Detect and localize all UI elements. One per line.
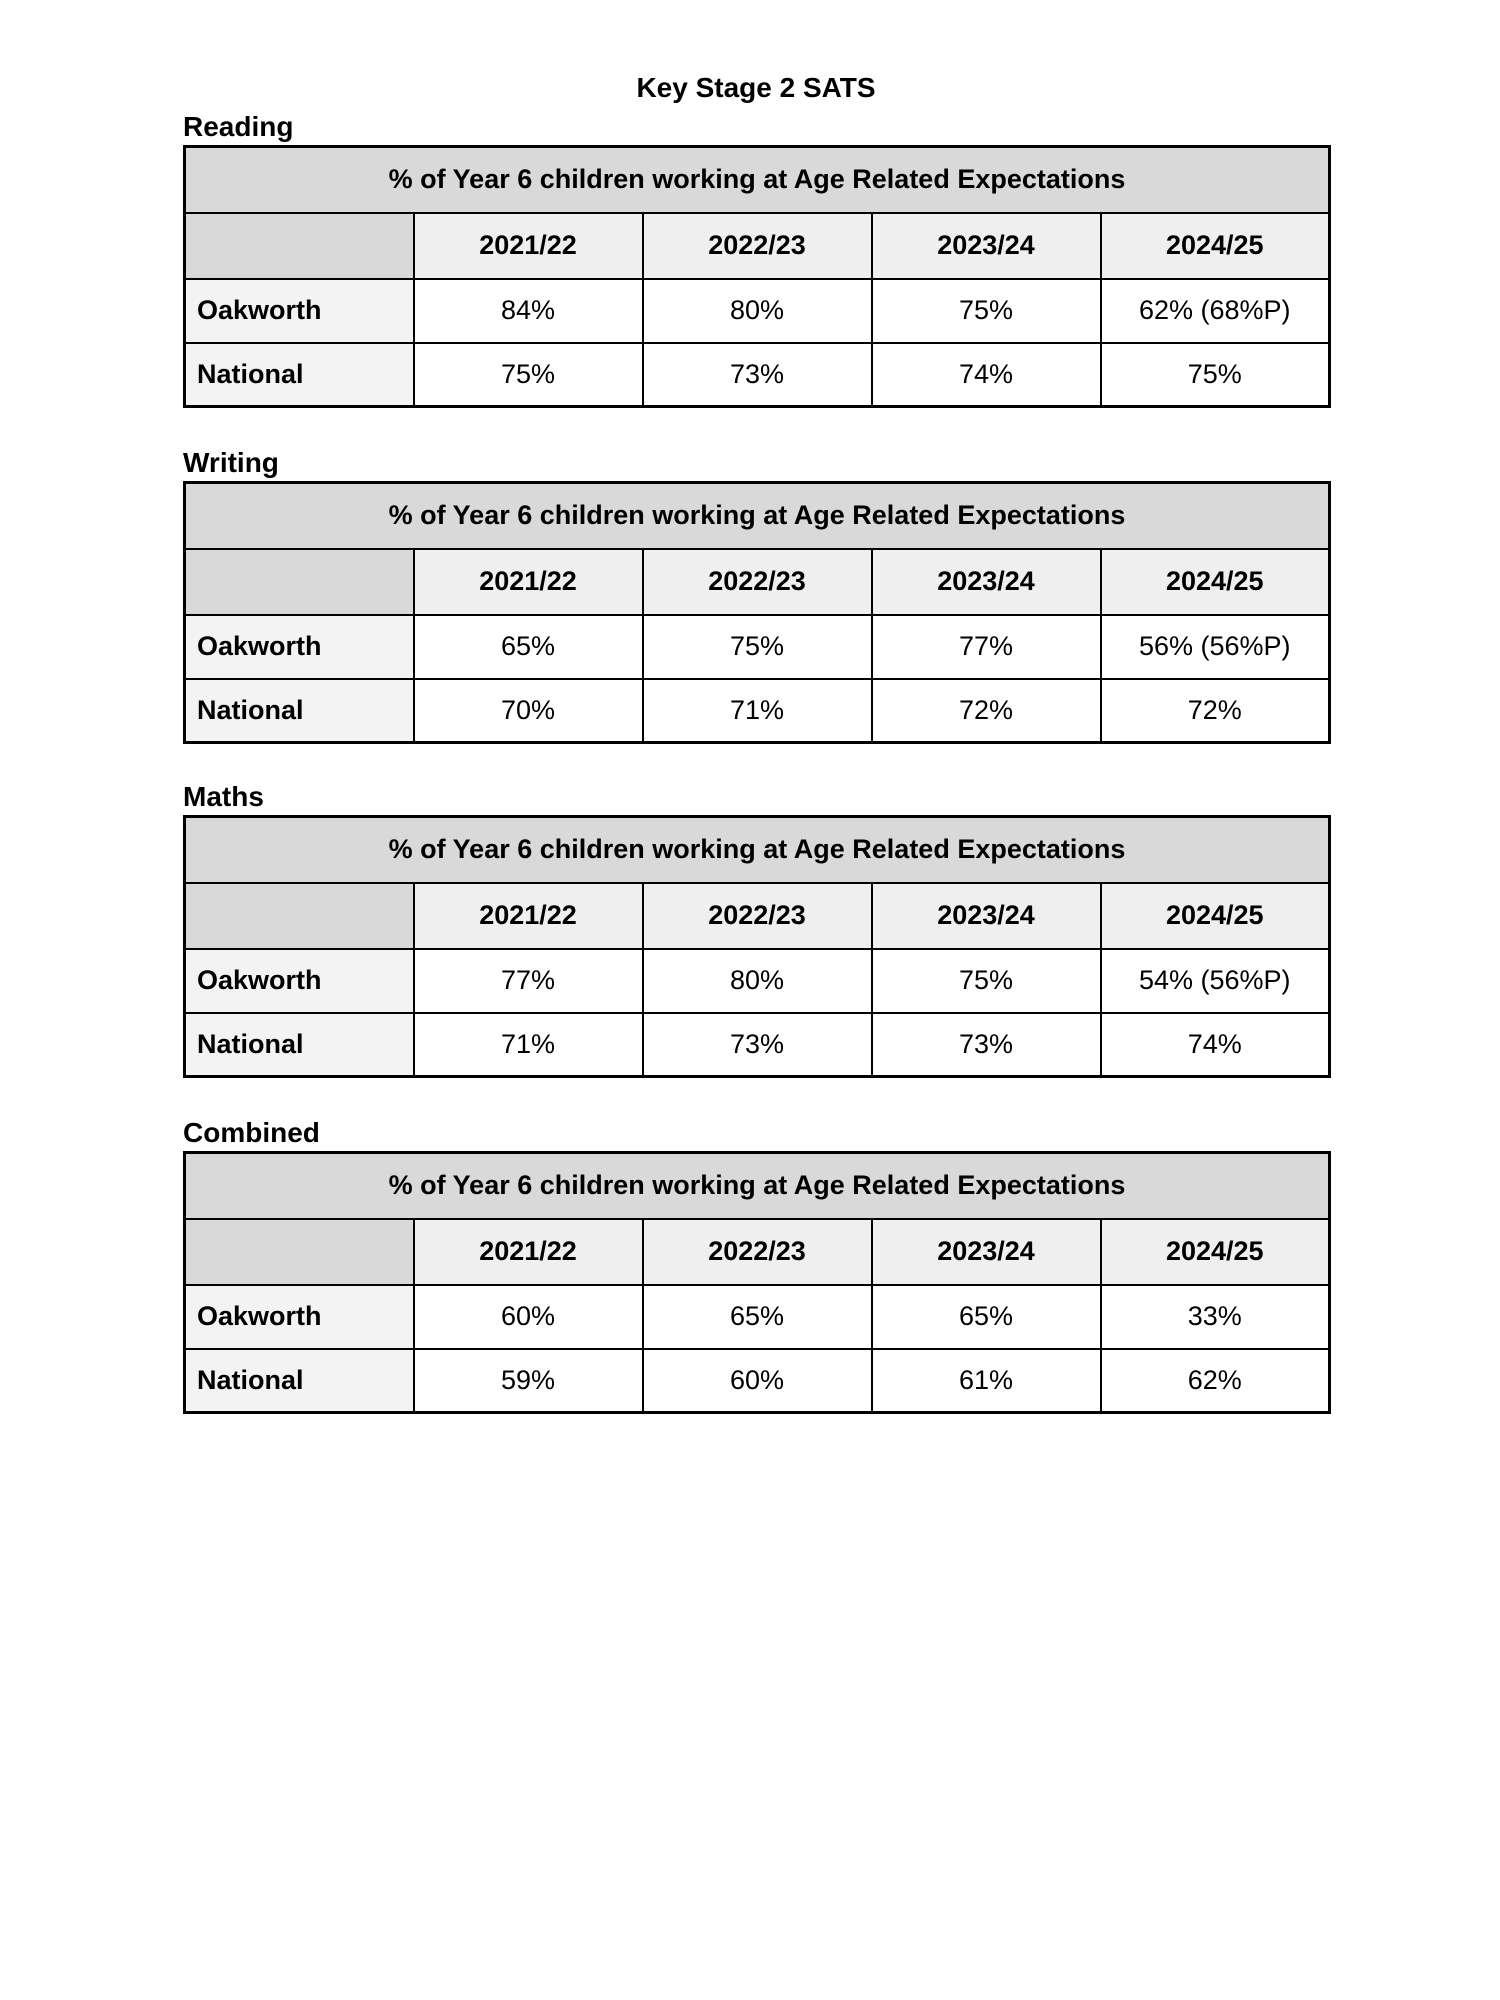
row-label: Oakworth <box>185 1285 414 1349</box>
value-cell: 74% <box>872 343 1101 407</box>
page-title: Key Stage 2 SATS <box>636 72 876 103</box>
table-caption: % of Year 6 children working at Age Related Expectations <box>185 147 1330 213</box>
value-cell: 75% <box>414 343 643 407</box>
value-cell: 74% <box>1101 1013 1330 1077</box>
row-label: Oakworth <box>185 949 414 1013</box>
value-cell: 73% <box>872 1013 1101 1077</box>
value-cell: 56% (56%P) <box>1101 615 1330 679</box>
table-caption-row <box>185 483 1330 549</box>
writing-section <box>183 445 1328 744</box>
value-cell: 59% <box>414 1349 643 1413</box>
value-cell: 54% (56%P) <box>1101 949 1330 1013</box>
year-header-row <box>185 1219 1330 1285</box>
value-cell: 72% <box>872 679 1101 743</box>
corner-cell <box>185 883 414 949</box>
year-header: 2023/24 <box>872 1219 1101 1285</box>
value-cell: 62% <box>1101 1349 1330 1413</box>
reading-table <box>183 145 1331 408</box>
table-caption: % of Year 6 children working at Age Related Expectations <box>185 483 1330 549</box>
year-header: 2024/25 <box>1101 549 1330 615</box>
value-cell: 84% <box>414 279 643 343</box>
year-header: 2021/22 <box>414 213 643 279</box>
value-cell: 33% <box>1101 1285 1330 1349</box>
table-row <box>185 949 1330 1013</box>
reading-section <box>183 109 1328 408</box>
value-cell: 80% <box>643 949 872 1013</box>
table-caption: % of Year 6 children working at Age Related Expectations <box>185 1153 1330 1219</box>
year-header: 2023/24 <box>872 883 1101 949</box>
table-caption-row <box>185 147 1330 213</box>
year-header: 2023/24 <box>872 213 1101 279</box>
row-label: National <box>185 1013 414 1077</box>
value-cell: 73% <box>643 1013 872 1077</box>
table-row <box>185 1013 1330 1077</box>
table-caption: % of Year 6 children working at Age Related Expectations <box>185 817 1330 883</box>
value-cell: 60% <box>643 1349 872 1413</box>
corner-cell <box>185 549 414 615</box>
value-cell: 60% <box>414 1285 643 1349</box>
row-label: Oakworth <box>185 615 414 679</box>
value-cell: 71% <box>414 1013 643 1077</box>
value-cell: 70% <box>414 679 643 743</box>
section-heading: Maths <box>183 781 264 812</box>
row-label: National <box>185 679 414 743</box>
table-row <box>185 343 1330 407</box>
section-heading: Writing <box>183 447 279 478</box>
value-cell: 73% <box>643 343 872 407</box>
table-caption-row <box>185 817 1330 883</box>
year-header: 2024/25 <box>1101 213 1330 279</box>
combined-section <box>183 1115 1328 1414</box>
year-header: 2022/23 <box>643 213 872 279</box>
corner-cell <box>185 213 414 279</box>
section-heading: Reading <box>183 111 294 142</box>
value-cell: 72% <box>1101 679 1330 743</box>
value-cell: 71% <box>643 679 872 743</box>
year-header-row <box>185 883 1330 949</box>
value-cell: 75% <box>1101 343 1330 407</box>
writing-table <box>183 481 1331 744</box>
year-header-row <box>185 213 1330 279</box>
value-cell: 65% <box>872 1285 1101 1349</box>
value-cell: 75% <box>643 615 872 679</box>
year-header: 2022/23 <box>643 1219 872 1285</box>
value-cell: 62% (68%P) <box>1101 279 1330 343</box>
year-header: 2022/23 <box>643 549 872 615</box>
row-label: National <box>185 1349 414 1413</box>
value-cell: 65% <box>643 1285 872 1349</box>
table-caption-row <box>185 1153 1330 1219</box>
row-label: Oakworth <box>185 279 414 343</box>
year-header: 2023/24 <box>872 549 1101 615</box>
value-cell: 61% <box>872 1349 1101 1413</box>
year-header: 2021/22 <box>414 1219 643 1285</box>
maths-section <box>183 779 1328 1078</box>
year-header: 2024/25 <box>1101 1219 1330 1285</box>
maths-table <box>183 815 1331 1078</box>
section-heading: Combined <box>183 1117 320 1148</box>
year-header: 2021/22 <box>414 883 643 949</box>
value-cell: 65% <box>414 615 643 679</box>
year-header: 2024/25 <box>1101 883 1330 949</box>
value-cell: 75% <box>872 949 1101 1013</box>
table-row <box>185 279 1330 343</box>
table-row <box>185 615 1330 679</box>
table-row <box>185 1285 1330 1349</box>
corner-cell <box>185 1219 414 1285</box>
table-row <box>185 679 1330 743</box>
year-header-row <box>185 549 1330 615</box>
combined-table <box>183 1151 1331 1414</box>
year-header: 2021/22 <box>414 549 643 615</box>
year-header: 2022/23 <box>643 883 872 949</box>
row-label: National <box>185 343 414 407</box>
value-cell: 75% <box>872 279 1101 343</box>
value-cell: 80% <box>643 279 872 343</box>
value-cell: 77% <box>872 615 1101 679</box>
value-cell: 77% <box>414 949 643 1013</box>
table-row <box>185 1349 1330 1413</box>
